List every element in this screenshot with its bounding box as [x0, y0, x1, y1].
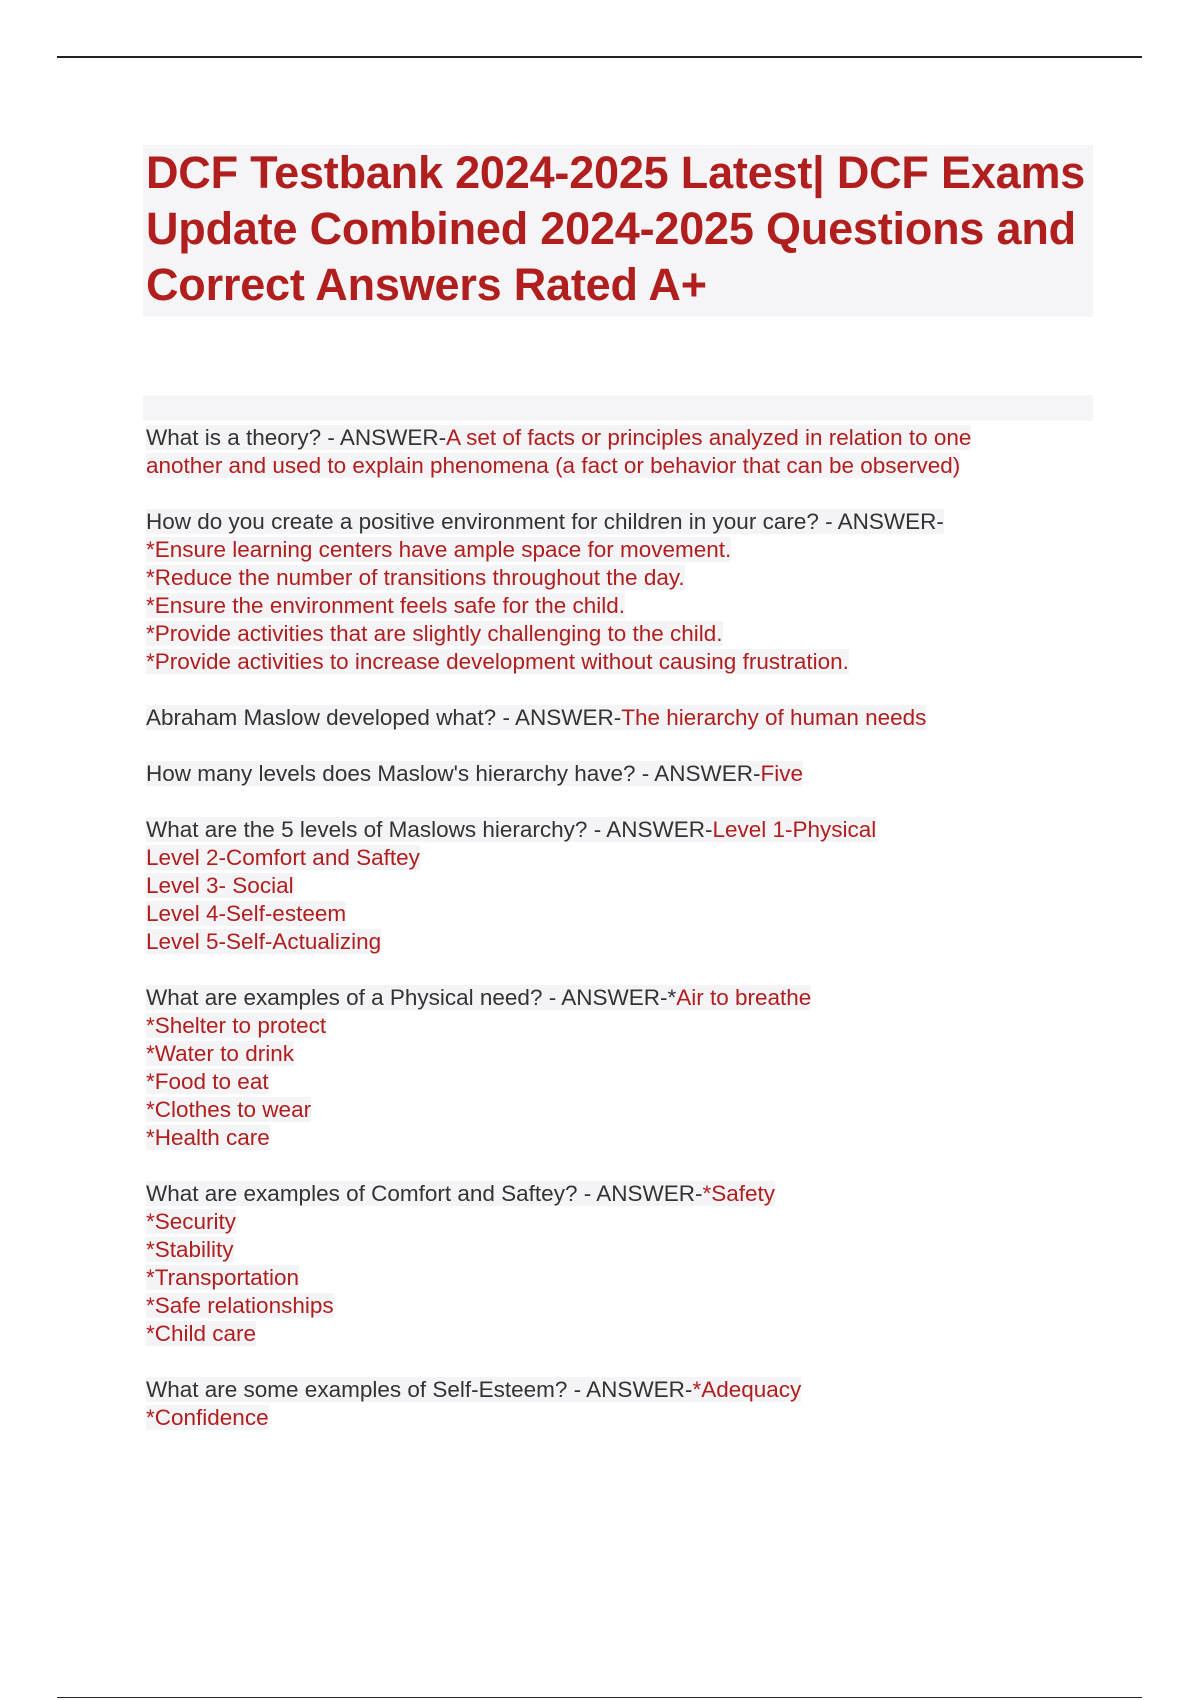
- answer-line-text: Level 5-Self-Actualizing: [146, 929, 382, 954]
- qa-first-line: [146, 1180, 1106, 1208]
- qa-first-line-highlight: [146, 509, 944, 534]
- answer-line: [146, 564, 1106, 592]
- qa-item: [146, 424, 1106, 480]
- qa-first-line: [146, 760, 1106, 788]
- answer-line: [146, 592, 1106, 620]
- qa-item: [146, 1376, 1106, 1432]
- answer-text: The hierarchy of human needs: [621, 705, 927, 730]
- question-text: Abraham Maslow developed what? - ANSWER-: [146, 705, 622, 730]
- answer-text: Five: [760, 761, 804, 786]
- answer-text: *Adequacy: [692, 1377, 802, 1402]
- answer-line-text: another and used to explain phenomena (a fact or behavior that can be observed): [146, 453, 961, 478]
- answer-line: [146, 1012, 1106, 1040]
- answer-line-text: *Ensure learning centers have ample space for movement.: [146, 537, 732, 562]
- answer-line: [146, 1236, 1106, 1264]
- answer-line-text: *Shelter to protect: [146, 1013, 327, 1038]
- qa-first-line-highlight: [146, 817, 876, 842]
- question-text: What are examples of Comfort and Saftey? - ANSWER-: [146, 1181, 703, 1206]
- answer-line-text: *Health care: [146, 1125, 270, 1150]
- answer-line-text: *Provide activities to increase development without causing frustration.: [146, 649, 849, 674]
- title-block: [143, 145, 1093, 317]
- qa-first-line: [146, 1376, 1106, 1404]
- qa-item: [146, 760, 1106, 788]
- answer-line: [146, 620, 1106, 648]
- answer-line: [146, 844, 1106, 872]
- answer-line-text: Level 3- Social: [146, 873, 294, 898]
- qa-item: [146, 508, 1106, 676]
- answer-line-text: *Ensure the environment feels safe for the child.: [146, 593, 626, 618]
- answer-line: [146, 1292, 1106, 1320]
- answer-text: A set of facts or principles analyzed in relation to one: [446, 425, 972, 450]
- answer-line-text: *Food to eat: [146, 1069, 269, 1094]
- qa-first-line-highlight: [146, 1181, 775, 1206]
- answer-line: [146, 648, 1106, 676]
- answer-line-text: *Clothes to wear: [146, 1097, 312, 1122]
- header-rule: [57, 56, 1142, 58]
- qa-first-line-highlight: [146, 425, 971, 450]
- answer-line: [146, 928, 1106, 956]
- question-text: How many levels does Maslow's hierarchy have? - ANSWER-: [146, 761, 761, 786]
- answer-line: [146, 1404, 1106, 1432]
- qa-list: [146, 424, 1106, 1460]
- qa-first-line-highlight: [146, 1377, 801, 1402]
- answer-text: Level 1-Physical: [712, 817, 877, 842]
- answer-line-text: *Provide activities that are slightly challenging to the child.: [146, 621, 723, 646]
- qa-item: [146, 816, 1106, 956]
- question-text: What are some examples of Self-Esteem? - ANSWER-: [146, 1377, 693, 1402]
- answer-line-text: *Child care: [146, 1321, 257, 1346]
- question-text: What are the 5 levels of Maslows hierarchy? - ANSWER-: [146, 817, 713, 842]
- qa-first-line-highlight: [146, 705, 926, 730]
- document-title: DCF Testbank 2024-2025 Latest| DCF Exams Update Combined 2024-2025 Questions and Correct Answers Rated A+: [146, 147, 1086, 310]
- answer-line-text: *Safe relationships: [146, 1293, 334, 1318]
- answer-line: [146, 900, 1106, 928]
- answer-text: *Safety: [702, 1181, 776, 1206]
- footer-rule: [57, 1697, 1142, 1698]
- answer-line: [146, 536, 1106, 564]
- qa-first-line: [146, 984, 1106, 1012]
- question-text: What is a theory? - ANSWER-: [146, 425, 447, 450]
- answer-line-text: *Reduce the number of transitions throughout the day.: [146, 565, 685, 590]
- question-text: What are examples of a Physical need? - ANSWER-*: [146, 985, 677, 1010]
- answer-line: [146, 1320, 1106, 1348]
- answer-line-text: *Confidence: [146, 1405, 269, 1430]
- answer-text: Air to breathe: [676, 985, 812, 1010]
- answer-line-text: *Security: [146, 1209, 237, 1234]
- qa-first-line: [146, 424, 1106, 452]
- answer-line-text: *Transportation: [146, 1265, 299, 1290]
- answer-line: [146, 872, 1106, 900]
- highlight-band: [143, 395, 1093, 421]
- answer-line-text: Level 2-Comfort and Saftey: [146, 845, 420, 870]
- answer-line: [146, 1208, 1106, 1236]
- qa-item: [146, 704, 1106, 732]
- answer-line: [146, 1096, 1106, 1124]
- answer-line: [146, 1040, 1106, 1068]
- qa-first-line-highlight: [146, 985, 811, 1010]
- question-text: How do you create a positive environment for children in your care? - ANSWER-: [146, 509, 944, 534]
- answer-line: [146, 452, 1106, 480]
- qa-item: [146, 1180, 1106, 1348]
- qa-first-line: [146, 816, 1106, 844]
- answer-line-text: Level 4-Self-esteem: [146, 901, 347, 926]
- qa-first-line-highlight: [146, 761, 803, 786]
- answer-line: [146, 1068, 1106, 1096]
- qa-item: [146, 984, 1106, 1152]
- answer-line: [146, 1264, 1106, 1292]
- answer-line-text: *Water to drink: [146, 1041, 294, 1066]
- answer-line-text: *Stability: [146, 1237, 234, 1262]
- qa-first-line: [146, 508, 1106, 536]
- answer-line: [146, 1124, 1106, 1152]
- qa-first-line: [146, 704, 1106, 732]
